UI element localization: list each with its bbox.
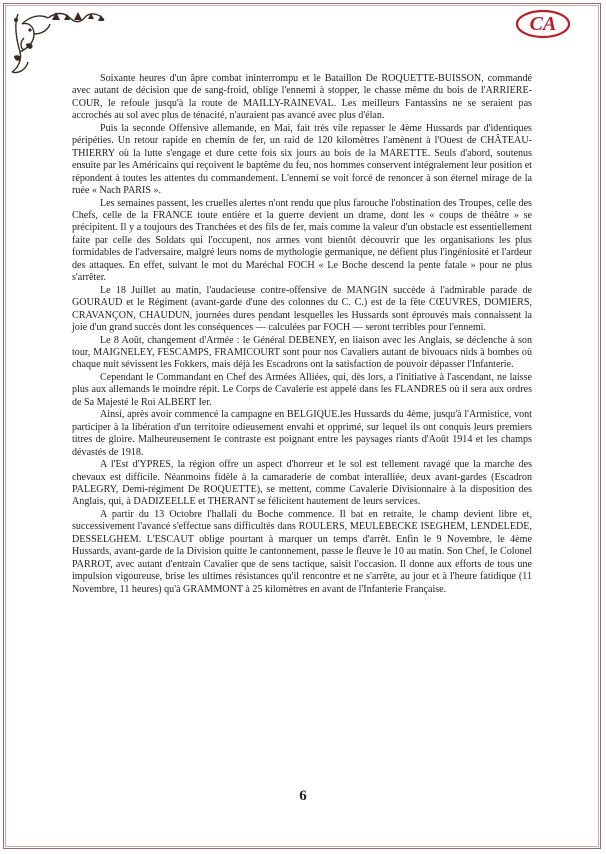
paragraph: Le 8 Août, changement d'Armée : le Général DEBENEY, en liaison avec les Anglais, se déclenche à son tour, MAIGNELEY, FESCAMPS, FRAMICOURT sont pour nos Cavaliers autant de bivouacs nids à bombes où chaque nuit sévissent les Fokkers, mais déjà les Escadrons ont la satisfaction de pouvoir dépasser l'Infanterie. — [72, 334, 532, 371]
paragraph: Puis la seconde Offensive allemande, en Mai, fait très vile repasser le 4ème Hussards par d'identiques péripéties. Un retour rapide en chemin de fer, un raid de 120 kilomètres l'amènent à l'Ouest de CHÂTEAU-THIERRY où la lutte s'engage et dure cette fois six jours au bois de la MARETTE. Seuls d'abord, soutenus ensuite par les Américains qui reçoivent le baptême du feu, nos hommes conservent intégralement leur position et répondent à toutes les attentes du commandement. L'ennemi se voit forcé de renoncer à son éternel mirage de la ruée « Nach PARIS ». — [72, 122, 532, 197]
logo-text: CA — [529, 13, 557, 35]
decorative-letter-ornament-icon — [4, 8, 114, 78]
paragraph: Cependant le Commandant en Chef des Armées Alliées, qui, dès lors, a l'initiative à l'ascendant, ne laisse plus aux allemands le moindre répit. Le Corps de Cavalerie est appelé dans les FLANDRES où il sera aux ordres de Sa Majesté le Roi ALBERT Ier. — [72, 371, 532, 408]
paragraph: Les semaines passent, les cruelles alertes n'ont rendu que plus farouche l'obstination des Troupes, celle des Chefs, celle de la FRANCE toute entière et la guerre devient un drame, dont les « coups de théâtre » se précipitent. Il y a toujours des Tranchées et des fils de fer, mais comme la valeur d'un obstacle est essentiellement faite par celle des Soldats qui l'occupent, nos armes vont bientôt découvrir que les organisations les plus formidables de l'adversaire, malgré leurs noms de mythologie germanique, ne défient plus l'ingéniosité et l'ardeur des attaques. En effet, suivant le mot du Maréchal FOCH « Le Boche descend la pente fatale » pour ne plus s'arrêter. — [72, 197, 532, 284]
paragraph: A partir du 13 Octobre l'hallali du Boche commence. Il bat en retraite, le champ devient libre et, successivement l'avancé s'effectue sans difficultés dans ROULERS, MEULEBECKE ISEGHEM, LENDELEDE, DESSELGHEM. L'ESCAUT oblige pourtant à marquer un temps d'arrêt. Enfin le 9 Novembre, le 4ème Hussards, avant-garde de la Division quitte le cantonnement, passe le fleuve le 10 au matin. Son Chef, le Colonel PARROT, avec autant d'entrain Cavalier que de sens tactique, saisit l'occasion. Il donne aux efforts de tous une impulsion vigoureuse, brise les ultimes résistances qu'il rencontre et ne s'arrête, au jour et à l'heure fatidique (11 Novembre, 11 heures) qu'à GRAMMONT à 25 kilomètres en avant de l'Infanterie Française. — [72, 508, 532, 595]
paragraph: A l'Est d'YPRES, la région offre un aspect d'horreur et le sol est tellement ravagé que la marche des chevaux est difficile. Néanmoins fidèle à la camaraderie de combat interalliée, deux avant-gardes (Escadron PALEGRY, Demi-régiment De ROQUETTE), se mettent, comme Cavalerie Divisionnaire à la disposition des Anglais, qui, à DADIZEELLE et THERANT se félicitent hautement de leurs services. — [72, 459, 532, 508]
paragraph: Le 18 Juillet au matin, l'audacieuse contre-offensive de MANGIN succède à l'admirable parade de GOURAUD et le Régiment (avant-garde d'une des colonnes du C. C.) est de la fête CŒUVRES, DOMIERS, CRAVANÇON, CHAUDUN, journées dures pendant lesquelles les Hussards sont éprouvés mais connaissent la joie d'un grand succès dont les conséquences — calculées par FOCH — seront terribles pour l'ennemi. — [72, 284, 532, 334]
document-body — [72, 73, 532, 596]
page-number: 6 — [299, 788, 307, 804]
paragraph: Ainsi, après avoir commencé la campagne en BELGIQUE.les Hussards du 4ème, jusqu'à l'Armistice, vont participer à la libération d'un territoire odieusement envahi et opprimé, sur lequel ils ont conquis leurs premiers titres de gloire. Malheureusement le contraste est poignant entre les paysages riants d'Août 1914 et les champs dévastés de 1918. — [72, 409, 532, 458]
paragraph: Soixante heures d'un âpre combat ininterrompu et le Bataillon De ROQUETTE-BUISSON, commandé avec autant de décision que de sang-froid, oblige l'ennemi à stopper, le chasse même du bois de l'ARRIERE-COUR, le refoule jusqu'à la route de MAILLY-RAINEVAL. Les meilleurs Fantassins ne se seraient pas accrochés au sol avec plus de ténacité, n'auraient pas avancé avec plus d'élan. — [72, 73, 532, 122]
